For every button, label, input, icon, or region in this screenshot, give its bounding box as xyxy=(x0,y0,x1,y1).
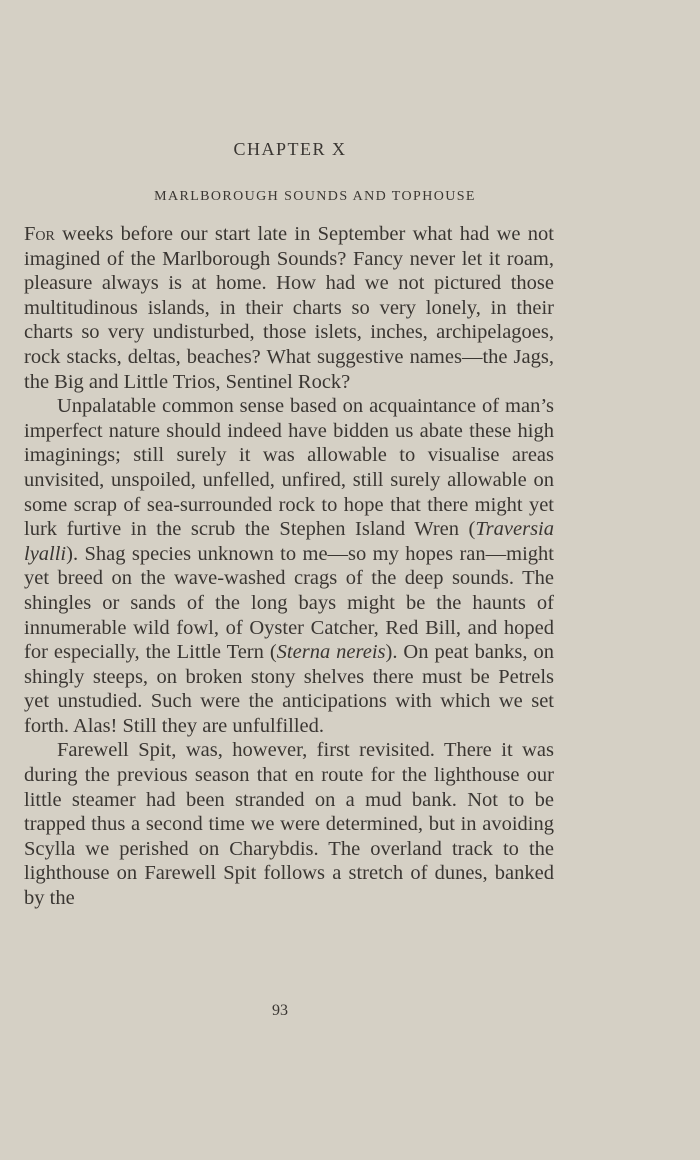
paragraph-2-text-c: ). On peat banks, on shingly steeps, on broken stony shelves there must be Petrels yet unstudied. Such were the anticipations with which we set forth. Alas! Still they are unfulfilled. xyxy=(24,641,554,737)
chapter-title: CHAPTER X xyxy=(233,139,347,159)
species-name-tern: Sterna nereis xyxy=(276,641,386,664)
page-number: 93 xyxy=(272,1002,288,1019)
body-text xyxy=(24,222,554,911)
paragraph-2-text-b: ). Shag species unknown to me—so my hopes ran—might yet breed on the wave-washed crags of the deep sounds. The shingles or sands of the long bays might be the haunts of innumerable wild fowl, of Oyster Catcher, Red Bill, and hoped for especially, the Little Tern ( xyxy=(24,542,554,664)
paragraph-1-text: weeks before our start late in September what had we not imagined of the Marlborough Sounds? Fancy never let it roam, pleasure always is at home. How had we not pictured those multitudinous islands, in their charts so very lonely, in their charts so very undisturbed, those islets, inches, archipelagoes, rock stacks, deltas, beaches? What suggestive names—the Jags, the Big and Little Trios, Sentinel Rock? xyxy=(24,223,554,393)
paragraph-2 xyxy=(24,394,554,738)
species-name-wren: Traversia lyalli xyxy=(24,518,554,565)
paragraph-2-text-a: Unpalatable common sense based on acquaintance of man’s imperfect nature should indeed have bidden us abate these high imaginings; still surely it was allowable to visualise areas unvisited, unspoiled, unfelled, unfired, still surely allowable on some scrap of sea-surrounded rock to hope that there might yet lurk furtive in the scrub the Stephen Island Wren ( xyxy=(24,395,554,541)
paragraph-3-text: Farewell Spit, was, however, first revisited. There it was during the previous season that en route for the lighthouse our little steamer had been stranded on a mud bank. Not to be trapped thus a second time we were determined, but in avoiding Scylla we perished on Charybdis. The overland track to the lighthouse on Farewell Spit follows a stretch of dunes, banked by the xyxy=(24,739,554,910)
opening-small-caps-word: For xyxy=(24,223,55,245)
section-title: MARLBOROUGH SOUNDS AND TOPHOUSE xyxy=(154,189,476,204)
paragraph-3 xyxy=(24,738,554,910)
paragraph-1 xyxy=(24,222,554,394)
